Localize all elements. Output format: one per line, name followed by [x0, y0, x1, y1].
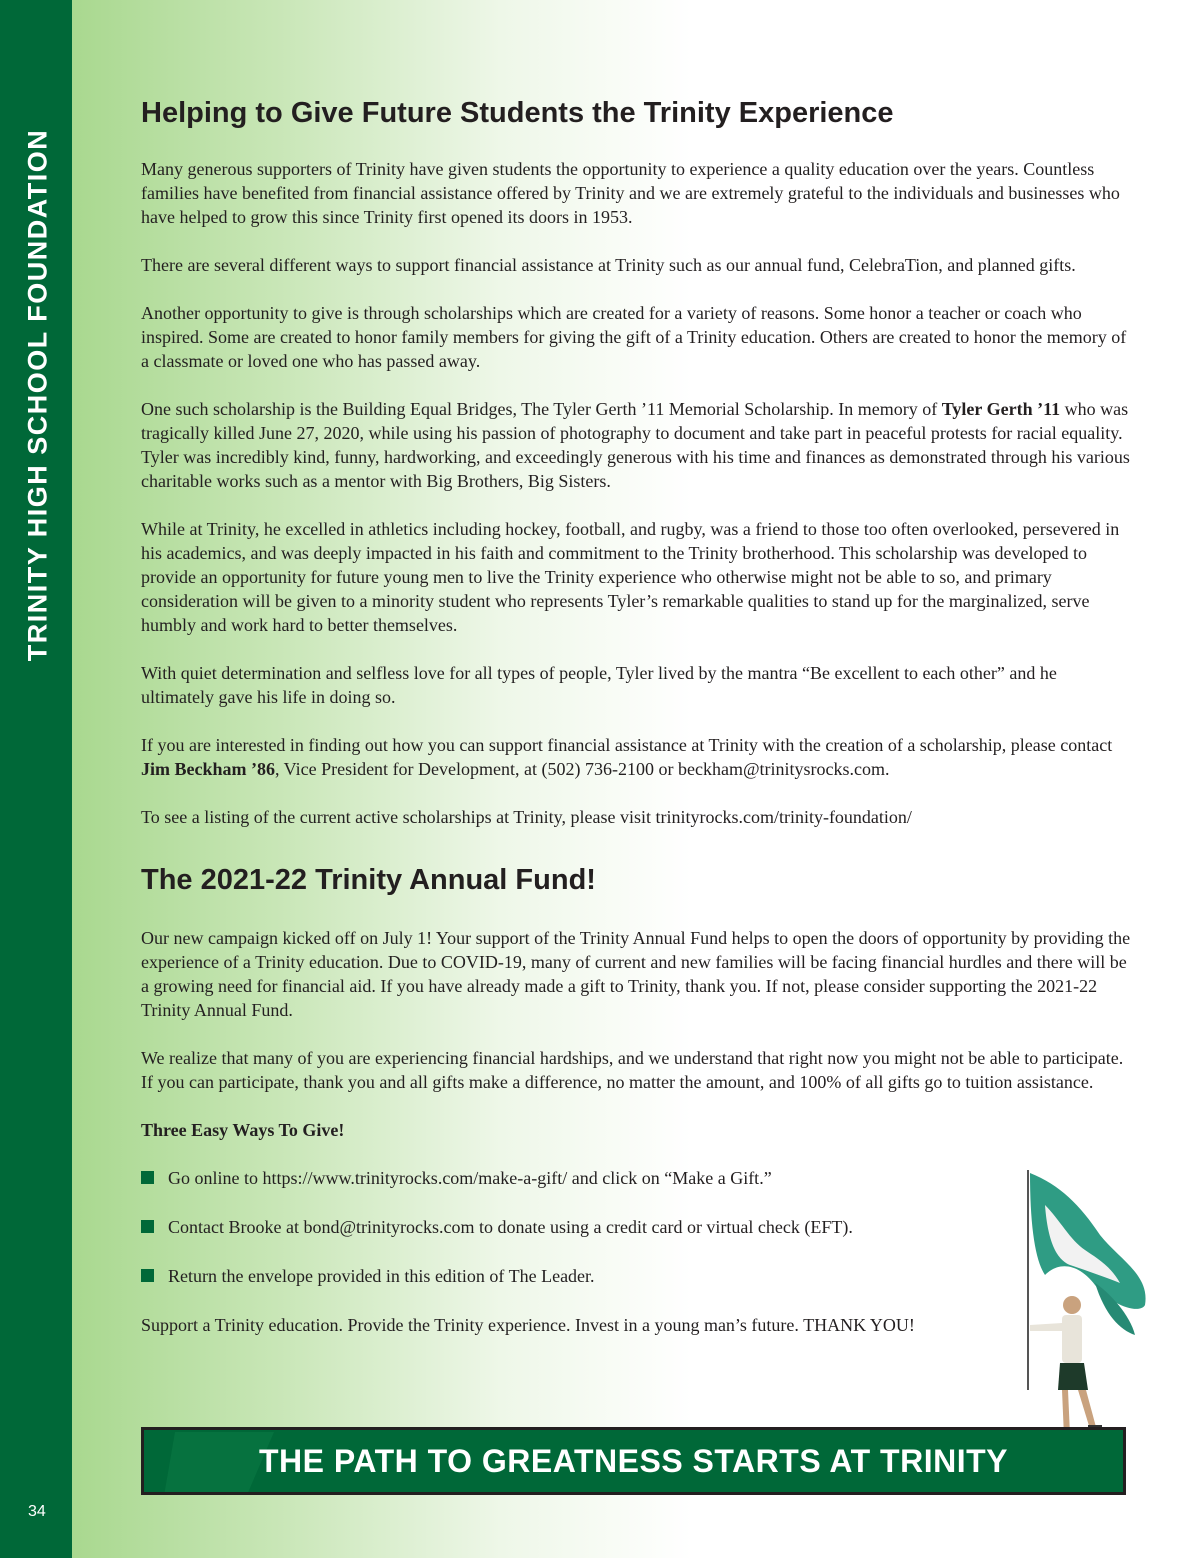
list-item [141, 1215, 1131, 1239]
section1-paragraph-3: Another opportunity to give is through scholarships which are created for a variety of reasons. Some honor a teacher or coach who inspired. Some are created to honor family members for giving the gift of a Trinity education. Others are created to honor the memory of a classmate or loved one who has passed away. [141, 302, 1127, 371]
banner-text: THE PATH TO GREATNESS STARTS AT TRINITY [259, 1442, 1008, 1479]
square-bullet-icon [141, 1171, 154, 1184]
list-item-text: Return the envelope provided in this edition of The Leader. [168, 1265, 595, 1286]
ways-to-give-heading: Three Easy Ways To Give! [141, 1119, 345, 1140]
section1-paragraph-7 [141, 733, 1131, 781]
square-bullet-icon [141, 1220, 154, 1233]
section2-paragraph-2: We realize that many of you are experiencing financial hardships, and we understand that right now you might not be able to participate. If you can participate, thank you and all gifts make a difference, no matter the amount, and 100% of all gifts go to tuition assistance. [141, 1047, 1124, 1092]
figure-head [1063, 1296, 1081, 1314]
closing-paragraph: Support a Trinity education. Provide the Trinity experience. Invest in a young man’s future. THANK YOU! [141, 1314, 915, 1335]
section2-heading: The 2021-22 Trinity Annual Fund! [141, 863, 596, 896]
section1-paragraph-4 [141, 397, 1131, 493]
paragraph-7-text-b: , Vice President for Development, at (502) 736-2100 or beckham@trinitysrocks.com. [275, 758, 890, 779]
section2-paragraph-1: Our new campaign kicked off on July 1! Your support of the Trinity Annual Fund helps to open the doors of opportunity by providing the experience of a Trinity education. Due to COVID-19, many of current and new families will be facing financial hurdles and there will be a growing need for financial aid. If you have already made a gift to Trinity, thank you. If not, please consider supporting the 2021-22 Trinity Annual Fund. [141, 927, 1131, 1020]
figure-arm [1030, 1323, 1062, 1331]
paragraph-7-text-a: If you are interested in finding out how you can support financial assistance at Trinity with the creation of a scholarship, please contact [141, 734, 1113, 755]
main-content [141, 96, 1131, 1361]
jim-beckham-name: Jim Beckham ’86 [141, 758, 275, 779]
section1-paragraph-6: With quiet determination and selfless love for all types of people, Tyler lived by the mantra “Be excellent to each other” and he ultimately gave his life in doing so. [141, 662, 1057, 707]
list-item [141, 1166, 1131, 1190]
banner-watermark [164, 1432, 274, 1495]
figure-leg-right [1078, 1390, 1096, 1429]
ways-to-give-list [141, 1166, 1131, 1288]
list-item-text: Go online to https://www.trinityrocks.com/make-a-gift/ and click on “Make a Gift.” [168, 1167, 772, 1188]
section1-paragraph-5: While at Trinity, he excelled in athletics including hockey, football, and rugby, was a friend to those too often overlooked, persevered in his academics, and was deeply impacted in his faith and commitment to the Trinity brotherhood. This scholarship was developed to provide an opportunity for future young men to live the Trinity experience who otherwise might not be able to so, and primary consideration will be given to a minority student who represents Tyler’s remarkable qualities to stand up for the marginalized, serve humbly and work hard to better themselves. [141, 518, 1120, 635]
flag-shape [1030, 1173, 1146, 1309]
figure-torso [1062, 1315, 1082, 1363]
figure-kilt [1058, 1363, 1088, 1390]
paragraph-4-text-a: One such scholarship is the Building Equal Bridges, The Tyler Gerth ’11 Memorial Scholarship. In memory of [141, 398, 942, 419]
path-to-greatness-banner [141, 1427, 1126, 1495]
section1-heading: Helping to Give Future Students the Trinity Experience [141, 97, 894, 129]
tyler-gerth-name: Tyler Gerth ’11 [941, 398, 1061, 419]
page-number: 34 [28, 1503, 46, 1520]
section1-paragraph-8: To see a listing of the current active scholarships at Trinity, please visit trinityrocks.com/trinity-foundation/ [141, 806, 912, 827]
paragraph-4-text-b: who was tragically killed June 27, 2020, while using his passion of photography to document and take part in peaceful protests for racial equality. Tyler was incredibly kind, funny, hardworking, and exceedingly generous with his time and finances as demonstrated through his various charitable works such as a mentor with Big Brothers, Big Sisters. [141, 398, 1130, 491]
section1-paragraph-1: Many generous supporters of Trinity have given students the opportunity to experience a quality education over the years. Countless families have benefited from financial assistance offered by Trinity and we are extremely grateful to the individuals and businesses who have helped to grow this since Trinity first opened its doors in 1953. [141, 158, 1120, 227]
flag-bearer-image [1000, 1165, 1160, 1455]
sidebar-title: TRINITY HIGH SCHOOL FOUNDATION [22, 128, 53, 662]
list-item [141, 1264, 1131, 1288]
square-bullet-icon [141, 1269, 154, 1282]
sidebar-band [0, 0, 72, 1558]
section1-paragraph-2: There are several different ways to support financial assistance at Trinity such as our annual fund, CelebraTion, and planned gifts. [141, 254, 1076, 275]
list-item-text: Contact Brooke at bond@trinityrocks.com to donate using a credit card or virtual check (EFT). [168, 1216, 853, 1237]
